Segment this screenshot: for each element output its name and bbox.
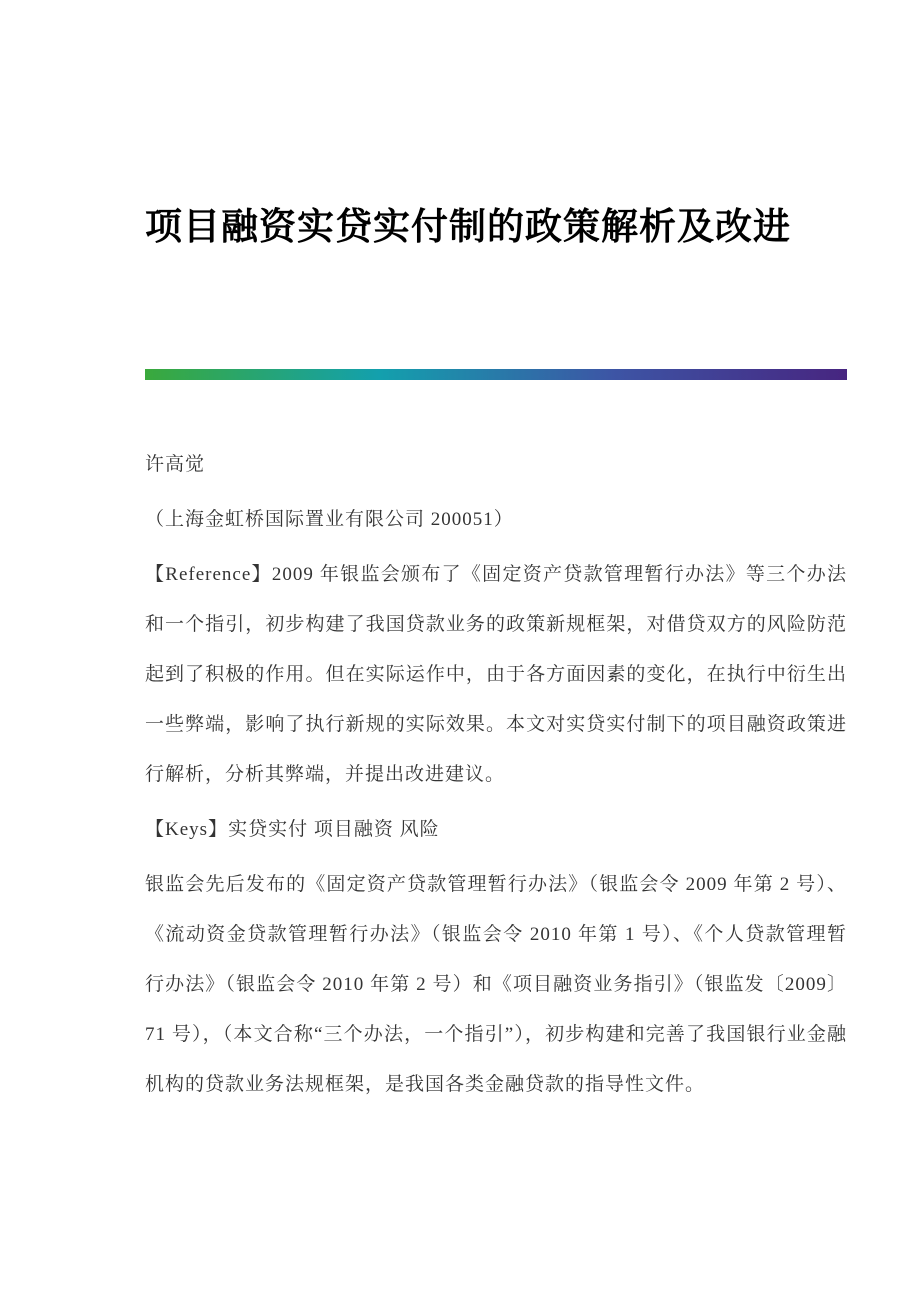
title-divider [145,369,847,380]
affiliation-line: （上海金虹桥国际置业有限公司 200051） [145,509,514,531]
page-title: 项目融资实贷实付制的政策解析及改进 [145,207,791,248]
keywords-paragraph [145,805,847,855]
content-column [145,0,847,1110]
body-paragraph: 银监会先后发布的《固定资产贷款管理暂行办法》（银监会令 2009 年第 2 号）、《流动资金贷款管理暂行办法》（银监会令 2010 年第 1 号）、《个人贷款管理暂行办法》（银监会令 2010 年第 2 号）和《项目融资业务指引》（银监发〔2009〕71 号），（本文合称“三个办法，一个指引”），初步构建和完善了我国银行业金融机构的贷款业务法规框架，是我国各类金融贷款的指导性文件。 [145,874,847,1096]
abstract-label: 【Reference】 [145,564,272,586]
keywords-label: 【Keys】 [145,819,229,841]
author-line: 许高觉 [145,454,206,476]
abstract-text: 2009 年银监会颁布了《固定资产贷款管理暂行办法》等三个办法和一个指引，初步构建了我国贷款业务的政策新规框架，对借贷双方的风险防范起到了积极的作用。但在实际运作中，由于各方面因素的变化，在执行中衍生出一些弊端，影响了执行新规的实际效果。本文对实贷实付制下的项目融资政策进行解析，分析其弊端，并提出改进建议。 [145,564,847,786]
document-body [145,440,847,1110]
abstract-paragraph [145,550,847,800]
keywords-text: 实贷实付 项目融资 风险 [228,819,440,841]
